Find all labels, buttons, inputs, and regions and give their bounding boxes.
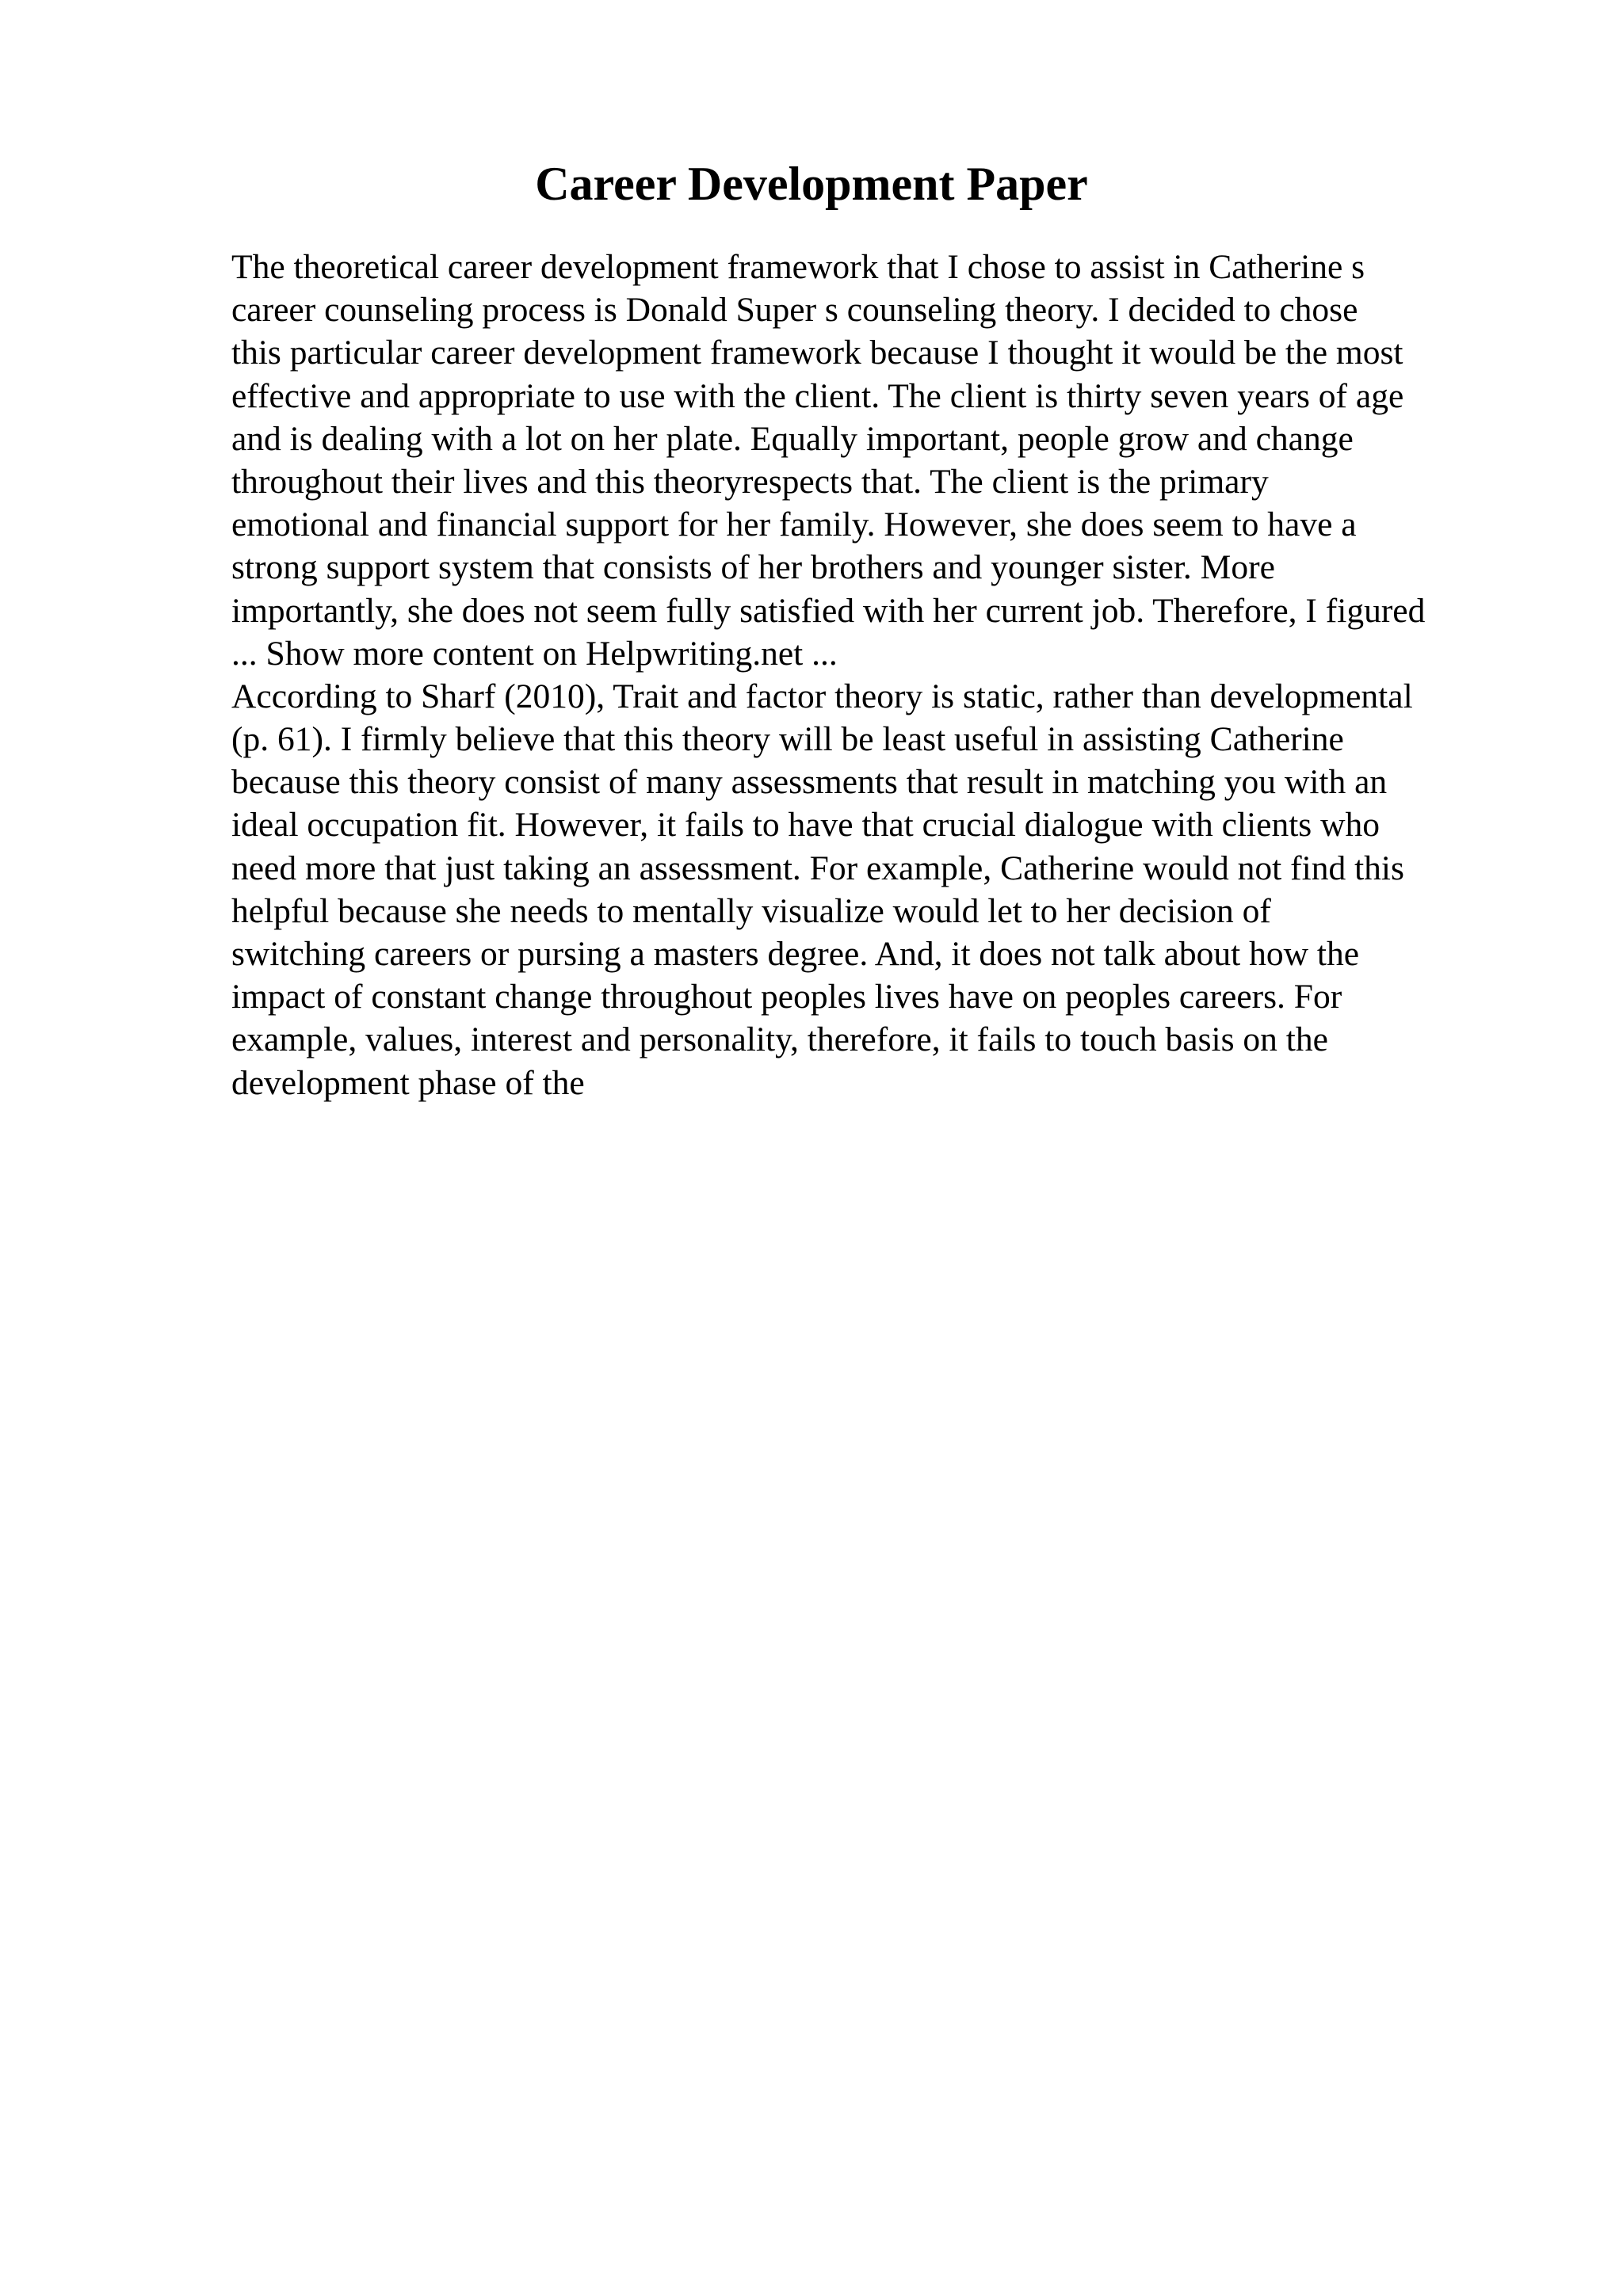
text-line: (p. 61). I firmly believe that this theory will be least useful in assisting Catherine: [231, 720, 1344, 759]
text-line: importantly, she does not seem fully satisfied with her current job. Therefore, I figured: [231, 591, 1426, 630]
text-line: because this theory consist of many assessments that result in matching you with an: [231, 763, 1388, 802]
text-line: throughout their lives and this theoryrespects that. The client is the primary: [231, 462, 1269, 501]
text-line: According to Sharf (2010), Trait and factor theory is static, rather than developmental: [231, 677, 1413, 715]
text-line: and is dealing with a lot on her plate. Equally important, people grow and change: [231, 419, 1354, 458]
text-line: ideal occupation fit. However, it fails to have that crucial dialogue with clients who: [231, 806, 1381, 845]
text-line: emotional and financial support for her family. However, she does seem to have a: [231, 505, 1357, 544]
text-line: need more that just taking an assessment. For example, Catherine would not find this: [231, 849, 1404, 887]
text-line: career counseling process is Donald Super s counseling theory. I decided to chose: [231, 291, 1358, 330]
show-more-content-line: ... Show more content on Helpwriting.net ...: [231, 634, 838, 673]
document-body: [231, 246, 1623, 1104]
text-line: strong support system that consists of her brothers and younger sister. More: [231, 548, 1275, 587]
text-line: effective and appropriate to use with the client. The client is thirty seven years of age: [231, 376, 1404, 415]
text-line: The theoretical career development framework that I chose to assist in Catherine s: [231, 248, 1365, 286]
text-line: example, values, interest and personality, therefore, it fails to touch basis on the: [231, 1020, 1328, 1059]
text-line: switching careers or pursing a masters degree. And, it does not talk about how the: [231, 935, 1360, 973]
text-line: development phase of the: [231, 1063, 585, 1102]
text-line: this particular career development framework because I thought it would be the most: [231, 334, 1403, 372]
document-title: Career Development Paper: [535, 158, 1088, 210]
text-line: impact of constant change throughout peoples lives have on peoples careers. For: [231, 978, 1342, 1016]
text-line: helpful because she needs to mentally visualize would let to her decision of: [231, 891, 1271, 930]
